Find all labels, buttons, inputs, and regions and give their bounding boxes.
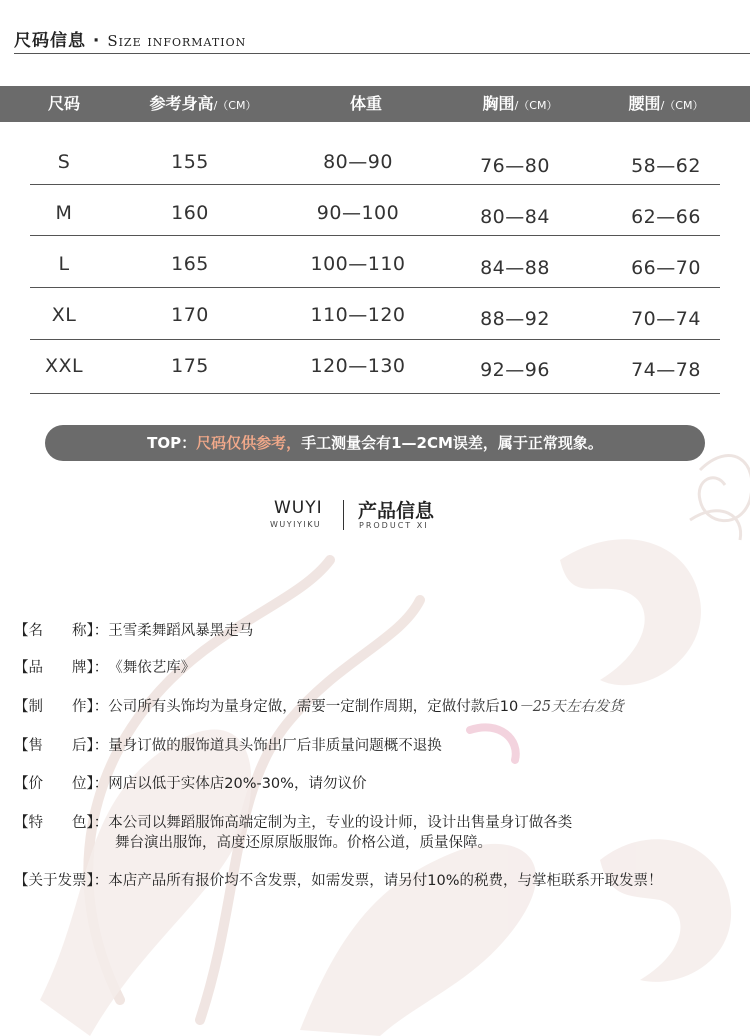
cell-waist: 66—70 — [631, 257, 701, 279]
brand-subtitle: WUYIYIKU — [270, 520, 322, 529]
info-value: 王雪柔舞蹈风暴黑走马 — [108, 623, 254, 639]
col-weight-header: 体重 — [349, 94, 382, 113]
info-invoice — [14, 869, 662, 890]
cell-chest: 92—96 — [480, 359, 550, 381]
cell-chest: 76—80 — [480, 155, 550, 177]
info-label: 【售 后】： — [14, 738, 109, 754]
cell-waist: 74—78 — [631, 359, 701, 381]
info-label: 【关于发票】： — [14, 873, 109, 889]
cell-weight: 80—90 — [323, 151, 393, 173]
info-brand — [14, 656, 195, 677]
notice-text: 手工测量会有1—2CM误差，属于正常现象。 — [301, 434, 603, 452]
cell-size: XXL — [44, 355, 84, 377]
info-value: 本店产品所有报价均不含发票，如需发票，请另付10%的税费，与掌柜联系开取发票！ — [108, 873, 663, 889]
cell-waist: 70—74 — [631, 308, 701, 330]
cell-height: 155 — [171, 151, 209, 173]
info-feature — [14, 811, 572, 832]
title-divider — [14, 53, 750, 54]
size-table-header — [0, 86, 750, 122]
title-en: Size information — [107, 32, 247, 50]
info-price — [14, 772, 366, 793]
cell-waist: 58—62 — [631, 155, 701, 177]
col-size-header: 尺码 — [47, 94, 80, 113]
info-label: 【制 作】： — [14, 699, 109, 715]
cell-weight: 100—110 — [310, 253, 406, 275]
title-cn: 尺码信息 — [14, 31, 86, 51]
info-value: 《舞依艺库》 — [108, 660, 196, 676]
info-label: 【品 牌】： — [14, 660, 109, 676]
size-notice — [45, 425, 705, 461]
info-value: 量身订做的服饰道具头饰出厂后非质量问题概不退换 — [108, 738, 442, 754]
product-info-title: 产品信息 — [358, 500, 435, 522]
cell-height: 165 — [171, 253, 209, 275]
col-waist-header: 腰围/（CM） — [628, 94, 704, 113]
product-info-subtitle: PRODUCT XI — [359, 521, 429, 530]
info-value-tail: －25天左右发货 — [518, 699, 624, 715]
table-row — [30, 184, 720, 236]
info-value: 本公司以舞蹈服饰高端定制为主，专业的设计师，设计出售量身订做各类 — [108, 815, 573, 831]
cell-height: 175 — [171, 355, 209, 377]
table-row — [30, 288, 720, 340]
col-chest-header: 胸围/（CM） — [482, 94, 558, 113]
title-dot: · — [92, 31, 101, 51]
info-after-sales — [14, 734, 442, 755]
cell-chest: 84—88 — [480, 257, 550, 279]
cell-size: L — [58, 253, 70, 275]
cell-chest: 80—84 — [480, 206, 550, 228]
info-feature-line2: 舞台演出服饰，高度还原原版服饰。价格公道，质量保障。 — [115, 835, 492, 851]
info-value: 公司所有头饰均为量身定做，需要一定制作周期，定做付款后10 — [108, 699, 519, 715]
info-label: 【特 色】： — [14, 815, 109, 831]
cell-height: 160 — [171, 202, 209, 224]
notice-highlight: 尺码仅供参考， — [196, 434, 302, 452]
cell-weight: 90—100 — [316, 202, 400, 224]
cell-weight: 120—130 — [310, 355, 406, 377]
info-label: 【价 位】： — [14, 776, 109, 792]
cell-chest: 88—92 — [480, 308, 550, 330]
cell-height: 170 — [171, 304, 209, 326]
table-row — [30, 236, 720, 288]
section-title — [14, 26, 246, 51]
table-row — [30, 342, 720, 394]
info-value: 网店以低于实体店20%-30%，请勿议价 — [108, 776, 367, 792]
cell-size: M — [55, 202, 73, 224]
notice-prefix: TOP： — [147, 434, 197, 452]
cell-weight: 110—120 — [310, 304, 406, 326]
info-make — [14, 695, 624, 716]
brand-divider — [343, 500, 344, 530]
brand-name: WUYI — [274, 498, 323, 518]
cell-waist: 62—66 — [631, 206, 701, 228]
info-label: 【名 称】： — [14, 623, 109, 639]
info-name — [14, 619, 253, 640]
cell-size: XL — [51, 304, 77, 326]
cell-size: S — [57, 151, 71, 173]
col-height-header: 参考身高/（CM） — [149, 94, 257, 113]
table-row — [30, 133, 720, 185]
